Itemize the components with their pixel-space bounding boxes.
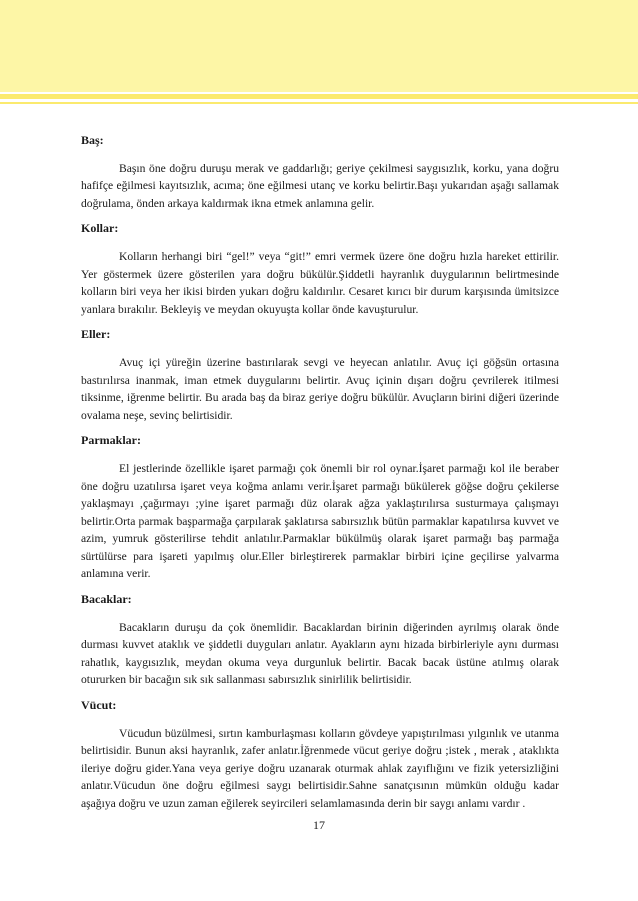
section-paragraph: Avuç içi yüreğin üzerine bastırılarak sevgi ve heyecan anlatılır. Avuç içi göğsün ortasına bastırılırsa inanmak, iman etmek duygularını belirtir. Avuç içinin dışarı doğru çevrilerek itilmesi tiksinme, iğrenme belirtir. Bu arada baş da biraz geriye doğru bükülür. Avuçların birini diğeri üzerinde ovalama neşe, sevinç belirtisidir. [81, 355, 559, 422]
section-paragraph: Başın öne doğru duruşu merak ve gaddarlığı; geriye çekilmesi saygısızlık, korku, yana doğru hafifçe eğilmesi kayıtsızlık, acıma; öne eğilmesi utanç ve korku belirtir.Başı yukarıdan aşağı sallamak doğrulama, önden arkaya kaldırmak ikna etmek anlamına gelir. [81, 161, 559, 210]
section-title: Eller: [81, 327, 111, 342]
header-line [0, 94, 638, 99]
header-band [0, 0, 638, 92]
section-bas [81, 132, 559, 212]
section-bacaklar [81, 591, 559, 689]
section-paragraph: Bacakların duruşu da çok önemlidir. Bacaklardan birinin diğerinden ayrılmış olarak önde durması kuvvet ataklık ve şiddetli duyguları anlatır. Ayakların aynı hizada birbirleriyle aynı durması rahatlık, kaygısızlık, meydan okuma veya durgunluk belirtir. Bacak bacak üstüne atılmış olarak otururken bir bacağın sık sık sallanması sabırsızlık sinirlilik belirtisidir. [81, 620, 559, 687]
section-title: Bacaklar: [81, 592, 132, 607]
section-parmaklar [81, 432, 559, 583]
page-number: 17 [313, 818, 325, 832]
section-paragraph: El jestlerinde özellikle işaret parmağı çok önemli bir rol oynar.İşaret parmağı kol ile beraber öne doğru uzatılırsa işaret veya koğma anlamı verir.İşaret parmağı bükülerek göğse doğru çekilerse yaklaşmayı ,çağırmayı ;yine işaret parmağı düz olarak ağza yaklaştırılırsa susturmaya çalışmayı belirtir.Orta parmak başparmağa çarpılarak şaklatırsa sabırsızlık bütün parmaklar kapatılırsa kuvvet ve azim, yumruk gösterilirse tehdit anlatılır.Parmaklar bükülmüş olarak işaret parmağı baş parmağa sürtülürse para işareti yapılmış olur.Eller birleştirerek parmaklar birbiri içine geçilirse yalvarma anlamına verir. [81, 461, 559, 581]
section-title: Baş: [81, 133, 104, 147]
page-content [81, 132, 559, 821]
section-title: Kollar: [81, 221, 119, 236]
header-line-thin [0, 102, 638, 104]
section-title: Vücut: [81, 698, 117, 713]
section-eller [81, 326, 559, 424]
section-title: Parmaklar: [81, 433, 141, 448]
section-vucut [81, 697, 559, 813]
section-kollar [81, 220, 559, 318]
section-paragraph: Vücudun büzülmesi, sırtın kamburlaşması kolların gövdeye yapıştırılması yılgınlık ve utanma belirtisidir. Bunun aksi hayranlık, zafer anlatır.İğrenmede vücut geriye doğru ;istek , merak , ataklıkta ileriye doğru gider.Yana veya geriye doğru uzanarak oturmak ahlak zayıflığını ve fizik yetersizliğini anlatır.Vücudun öne doğru eğilmesi saygı belirtisidir.Sahne sanatçısının mümkün olduğu kadar aşağıya doğru ve uzun zaman eğilerek seyircileri selamlamasında derin bir saygı anlamı vardır . [81, 726, 559, 810]
section-paragraph: Kolların herhangi biri “gel!” veya “git!” emri vermek üzere öne doğru hızla hareket ettirilir. Yer göstermek üzere gösterilen yara doğru bükülür.Şiddetli hayranlık duygularının belirtmesinde kolların biri veya her ikisi birden yukarı doğru kaldırılır. Cesaret kırıcı bir durum karşısında ümitsizce yanlara bırakılır. Bekleyiş ve meydan okuyuşta kollar önde kavuşturulur. [81, 249, 559, 316]
